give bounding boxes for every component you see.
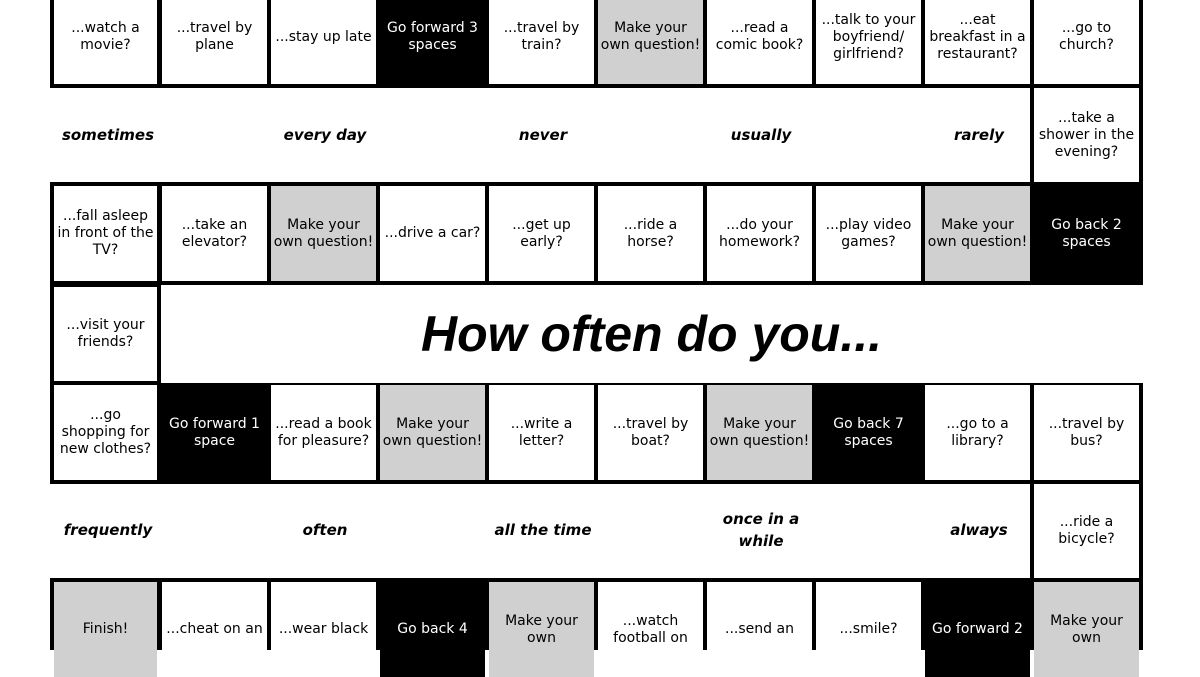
square-label: ...eat breakfast in a restaurant?: [929, 11, 1026, 62]
square-label: ...ride a horse?: [623, 216, 678, 250]
square-label: ...take a shower in the evening?: [1038, 109, 1135, 160]
board-square[interactable]: [598, 385, 703, 480]
square-label: ...go shopping for new clothes?: [59, 407, 152, 457]
own-question-square[interactable]: [380, 385, 485, 480]
square-label: Make your own question!: [600, 20, 701, 53]
own-question-square[interactable]: [707, 385, 812, 480]
board-square[interactable]: [598, 186, 703, 281]
square-label: Make your own: [1050, 612, 1123, 646]
board-square[interactable]: [1034, 385, 1139, 480]
move-square[interactable]: [816, 385, 921, 480]
board-square[interactable]: [925, 0, 1030, 84]
square-label: ...watch a movie?: [71, 20, 140, 53]
square-label: Finish!: [82, 621, 129, 637]
board-title: How often do you...: [420, 306, 883, 362]
board-square[interactable]: [54, 287, 157, 381]
board-square[interactable]: [489, 385, 594, 480]
square-label: ...travel by train?: [503, 20, 580, 53]
board-square[interactable]: [816, 186, 921, 281]
square-label: ...visit your friends?: [66, 317, 145, 350]
board-square[interactable]: [54, 186, 157, 281]
frequency-word: every day: [283, 126, 367, 144]
board-square[interactable]: [162, 0, 267, 84]
own-question-square[interactable]: [925, 186, 1030, 281]
square-label: Go back 2 spaces: [1051, 216, 1122, 250]
square-label: Make your own question!: [382, 415, 483, 449]
square-label: Make your own: [505, 612, 578, 646]
square-label: ...ride a bicycle?: [1058, 514, 1115, 547]
square-label: ...play video games?: [825, 216, 912, 250]
frequency-word: always: [950, 521, 1008, 539]
square-label: ...talk to your boyfriend/ girlfriend?: [821, 11, 916, 62]
board-square[interactable]: [54, 0, 157, 84]
square-label: Go forward 2: [932, 621, 1023, 637]
frequency-word: all the time: [494, 521, 592, 539]
board-square[interactable]: [707, 0, 812, 84]
square-label: ...cheat on an: [166, 621, 263, 637]
own-question-square[interactable]: [598, 0, 703, 84]
square-label: ...stay up late: [275, 28, 372, 45]
square-label: Go forward 3 spaces: [387, 20, 478, 53]
frequency-word: often: [302, 521, 348, 539]
frequency-word: usually: [730, 126, 792, 144]
move-square[interactable]: [380, 0, 485, 84]
square-label: ...take an elevator?: [181, 216, 248, 250]
square-label: ...travel by bus?: [1048, 415, 1125, 449]
frequency-word: never: [518, 126, 568, 144]
board-square[interactable]: [925, 385, 1030, 480]
square-label: ...travel by plane: [176, 20, 253, 53]
square-label: Make your own question!: [273, 216, 374, 250]
square-label: ...watch football on: [613, 612, 688, 646]
square-label: ...drive a car?: [384, 225, 481, 241]
move-square[interactable]: [1034, 186, 1139, 281]
board-square[interactable]: [162, 186, 267, 281]
own-question-square[interactable]: [271, 186, 376, 281]
square-label: ...get up early?: [512, 216, 571, 250]
board-square[interactable]: [489, 186, 594, 281]
square-label: ...go to a library?: [946, 415, 1009, 449]
square-label: Go forward 1 space: [169, 415, 260, 449]
square-label: ...do your homework?: [719, 216, 800, 250]
square-label: ...write a letter?: [510, 415, 573, 449]
board-square[interactable]: [1034, 484, 1139, 578]
frequency-word: sometimes: [61, 126, 155, 144]
square-label: ...wear black: [278, 621, 369, 637]
board-square[interactable]: [1034, 0, 1139, 84]
square-label: Make your own question!: [709, 415, 810, 449]
square-label: ...travel by boat?: [612, 415, 689, 449]
square-label: Make your own question!: [927, 216, 1028, 250]
frequency-word: rarely: [953, 126, 1004, 144]
square-label: ...smile?: [839, 621, 898, 637]
board-square[interactable]: [816, 0, 921, 84]
square-label: Go back 4: [397, 621, 468, 637]
board-square[interactable]: [380, 186, 485, 281]
frequency-word: frequently: [63, 521, 153, 539]
square-label: ...read a comic book?: [715, 20, 804, 53]
square-label: ...send an: [725, 621, 794, 637]
board-square[interactable]: [1034, 88, 1139, 182]
board-square[interactable]: [271, 385, 376, 480]
square-label: Go back 7 spaces: [833, 415, 904, 449]
frequency-word: once in a while: [722, 510, 800, 550]
move-square[interactable]: [162, 385, 267, 480]
board-square[interactable]: [54, 385, 157, 480]
square-label: ...go to church?: [1059, 20, 1114, 53]
board-square[interactable]: [271, 0, 376, 84]
square-label: ...read a book for pleasure?: [275, 415, 372, 449]
board-square[interactable]: [707, 186, 812, 281]
board-square[interactable]: [489, 0, 594, 84]
square-label: ...fall asleep in front of the TV?: [57, 208, 154, 258]
